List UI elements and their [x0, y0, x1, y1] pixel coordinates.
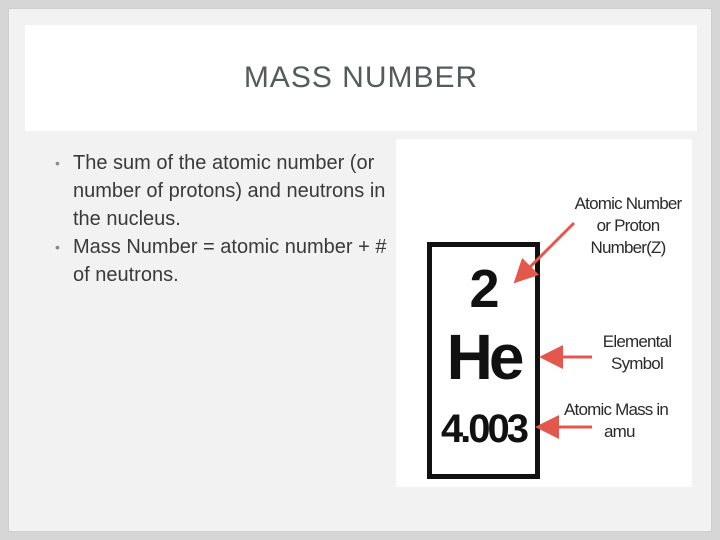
- element-symbol: He: [446, 321, 521, 393]
- label-line: Elemental: [602, 332, 672, 351]
- title-box: [25, 25, 697, 131]
- bullet-item: [49, 149, 389, 233]
- bullet-text: The sum of the atomic number (or number of protons) and neutrons in the nucleus.: [73, 152, 386, 230]
- bullet-text: Mass Number = atomic number + # of neutrons.: [73, 236, 387, 286]
- bullet-list: [49, 149, 389, 289]
- label-line: Atomic Mass in: [564, 400, 669, 419]
- label-line: Symbol: [611, 354, 663, 373]
- bullet-marker: •: [55, 155, 60, 171]
- label-line: amu: [604, 422, 635, 441]
- label-line: Atomic Number: [574, 194, 682, 213]
- bullet-item: [49, 233, 389, 289]
- atomic-mass: 4.003: [440, 407, 527, 451]
- atomic-number: 2: [469, 259, 498, 319]
- slide: [8, 8, 712, 532]
- element-diagram: [396, 139, 692, 487]
- arrows-layer: [396, 139, 692, 487]
- slide-title: MASS NUMBER: [243, 61, 479, 94]
- bullet-marker: •: [55, 239, 60, 255]
- label-line: or Proton: [596, 216, 660, 235]
- arrow-atomic-number: [520, 223, 574, 277]
- label-line: Number(Z): [590, 238, 666, 257]
